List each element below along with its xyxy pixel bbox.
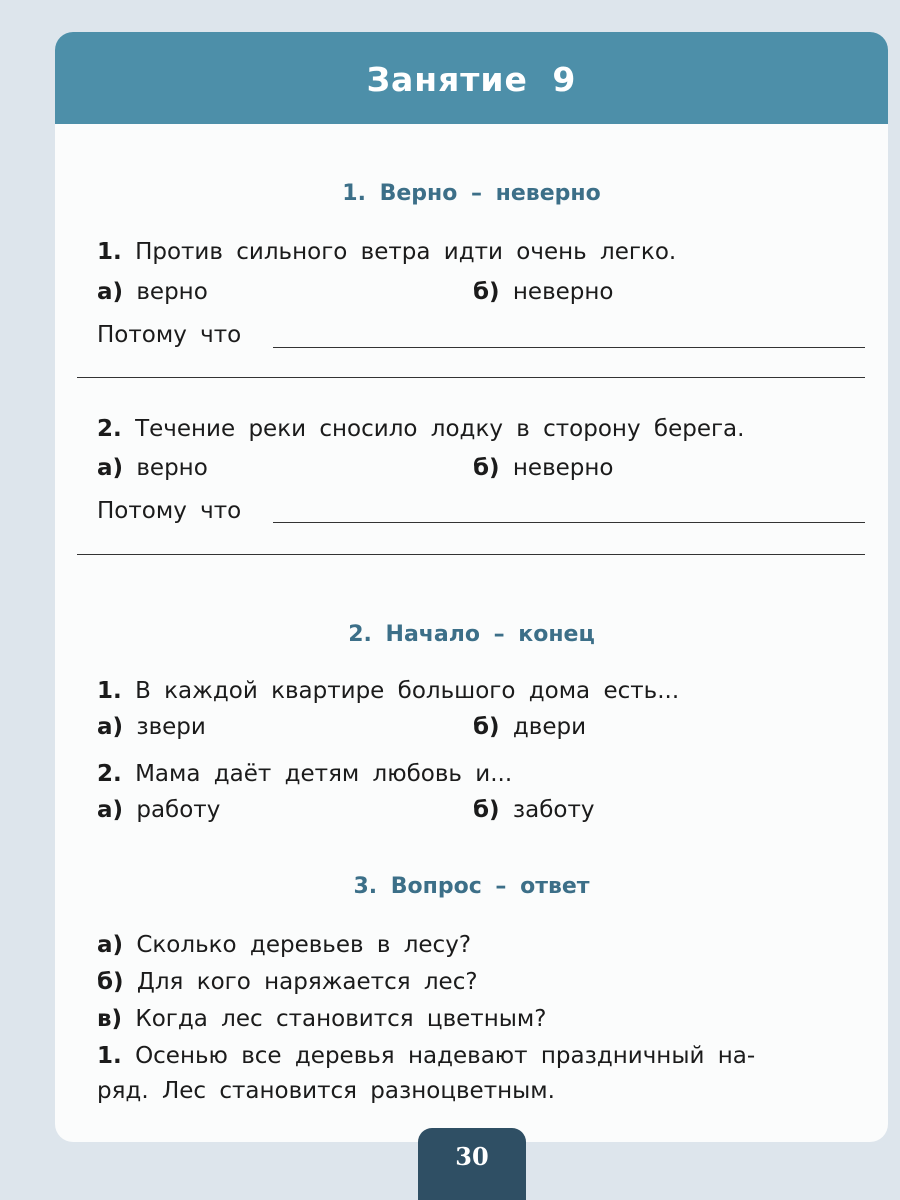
because-label: Потому что [97,498,242,524]
question-2-2 [97,761,512,787]
section-title-beginning-end: 2. Начало – конец [348,622,595,647]
question-1-2 [97,416,744,442]
section-title-true-false: 1. Верно – неверно [342,181,601,206]
answer-line-1: 1. Осенью все деревья надевают праздничный на- [97,1043,756,1069]
page-card [55,32,888,1142]
page-number: 30 [455,1142,489,1171]
question-b: б) Для кого наряжается лес? [97,969,478,995]
answer-line[interactable] [77,554,865,555]
question-c: в) Когда лес становится цветным? [97,1006,547,1032]
section-title-question-answer: 3. Вопрос – ответ [353,874,590,899]
question-2-1 [97,678,679,704]
answer-line-2: ряд. Лес становится разноцветным. [97,1078,555,1104]
option-a[interactable]: а) звери [97,714,206,740]
option-b[interactable]: б) заботу [473,797,595,823]
answer-line[interactable] [273,347,865,348]
lesson-title: Занятие 9 [366,60,577,99]
question-number: 1. [97,678,122,704]
option-a[interactable]: а) работу [97,797,221,823]
question-number: 1. [97,239,122,265]
option-b[interactable]: б) неверно [473,455,614,481]
question-text: В каждой квартире большого дома есть... [135,678,680,704]
answer-line[interactable] [273,522,865,523]
question-text: Мама даёт детям любовь и... [135,761,513,787]
answer-line[interactable] [77,377,865,378]
question-number: 2. [97,761,122,787]
question-text: Течение реки сносило лодку в сторону берега. [135,416,745,442]
page-number-tab [418,1128,526,1200]
option-a[interactable]: а) верно [97,279,208,305]
lesson-header [55,32,888,124]
option-a[interactable]: а) верно [97,455,208,481]
question-number: 2. [97,416,122,442]
because-label: Потому что [97,322,242,348]
question-a: а) Сколько деревьев в лесу? [97,932,472,958]
option-b[interactable]: б) неверно [473,279,614,305]
question-1-1 [97,239,676,265]
option-b[interactable]: б) двери [473,714,587,740]
question-text: Против сильного ветра идти очень легко. [135,239,677,265]
